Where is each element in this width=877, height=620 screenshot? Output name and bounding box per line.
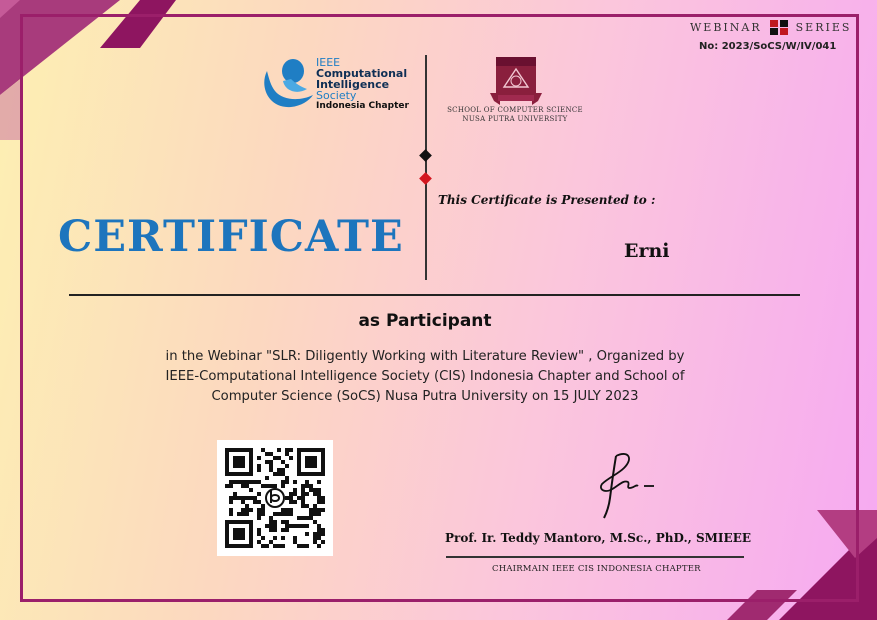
description-line: Computer Science (SoCS) Nusa Putra University on 15 JULY 2023: [211, 389, 639, 404]
nusa-putra-logo-text: [440, 106, 590, 124]
ieee-label: IEEE: [316, 56, 341, 69]
vertical-divider: [425, 55, 427, 280]
indonesia-chapter-label: Indonesia Chapter: [316, 101, 409, 111]
webinar-series-label: [690, 20, 851, 35]
horizontal-divider: [69, 294, 800, 296]
qr-code-icon: [217, 440, 333, 556]
university-name: NUSA PUTRA UNIVERSITY: [462, 115, 568, 123]
series-left-text: WEBINAR: [690, 21, 762, 34]
society-label: Society: [316, 89, 357, 102]
certificate-number: No: 2023/SoCS/W/IV/041: [699, 41, 837, 52]
signer-title: CHAIRMAIN IEEE CIS INDONESIA CHAPTER: [492, 564, 701, 574]
description-line: in the Webinar "SLR: Diligently Working with Literature Review" , Organized by: [165, 349, 685, 364]
certificate-border: [20, 14, 859, 602]
school-name: SCHOOL OF COMPUTER SCIENCE: [447, 106, 583, 114]
nusa-putra-crest-icon: [490, 57, 542, 107]
participant-role: as Participant: [358, 311, 492, 331]
signer-name: Prof. Ir. Teddy Mantoro, M.Sc., PhD., SMIEEE: [445, 531, 751, 545]
ieee-cis-logo-icon: [261, 57, 316, 111]
computational-label: Computational: [316, 67, 408, 80]
intelligence-label: Intelligence: [316, 78, 390, 91]
webinar-description: [130, 347, 720, 407]
signature-line: [446, 556, 744, 558]
series-logo-icon: [770, 20, 788, 35]
signature-icon: [594, 448, 664, 520]
ieee-cis-logo-text: [316, 57, 409, 112]
series-right-text: SERIES: [795, 21, 852, 34]
description-line: IEEE-Computational Intelligence Society (CIS) Indonesia Chapter and School of: [165, 369, 685, 384]
recipient-name: Erni: [624, 240, 670, 262]
presented-to-label: This Certificate is Presented to :: [438, 193, 656, 207]
certificate-title: CERTIFICATE: [58, 212, 404, 262]
